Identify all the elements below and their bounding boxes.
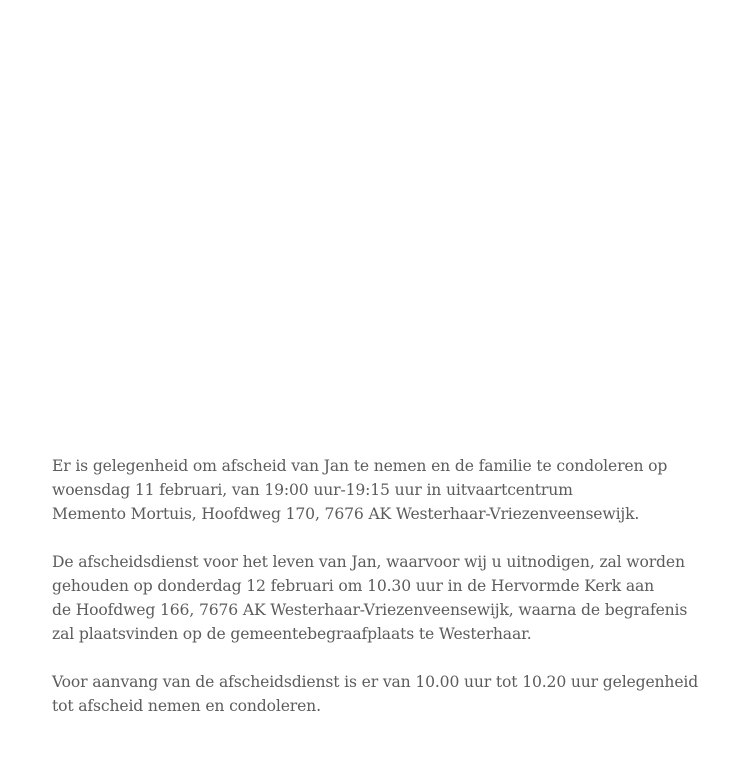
text-line: tot afscheid nemen en condoleren. xyxy=(52,697,321,715)
paragraph-service xyxy=(52,550,732,646)
text-line: de Hoofdweg 166, 7676 AK Westerhaar-Vriezenveensewijk, waarna de begrafenis xyxy=(52,601,688,619)
text-line: woensdag 11 februari, van 19:00 uur-19:15 uur in uitvaartcentrum xyxy=(52,481,573,499)
text-line: Voor aanvang van de afscheidsdienst is er van 10.00 uur tot 10.20 uur gelegenheid xyxy=(52,673,699,691)
paragraph-condolence xyxy=(52,454,732,526)
announcement-text xyxy=(52,454,732,718)
text-line: Memento Mortuis, Hoofdweg 170, 7676 AK Westerhaar-Vriezenveensewijk. xyxy=(52,505,640,523)
text-line: Er is gelegenheid om afscheid van Jan te nemen en de familie te condoleren op xyxy=(52,457,668,475)
text-line: gehouden op donderdag 12 februari om 10.30 uur in de Hervormde Kerk aan xyxy=(52,577,655,595)
paragraph-before-service xyxy=(52,670,732,718)
text-line: De afscheidsdienst voor het leven van Jan, waarvoor wij u uitnodigen, zal worden xyxy=(52,553,685,571)
text-line: zal plaatsvinden op de gemeentebegraafplaats te Westerhaar. xyxy=(52,625,532,643)
